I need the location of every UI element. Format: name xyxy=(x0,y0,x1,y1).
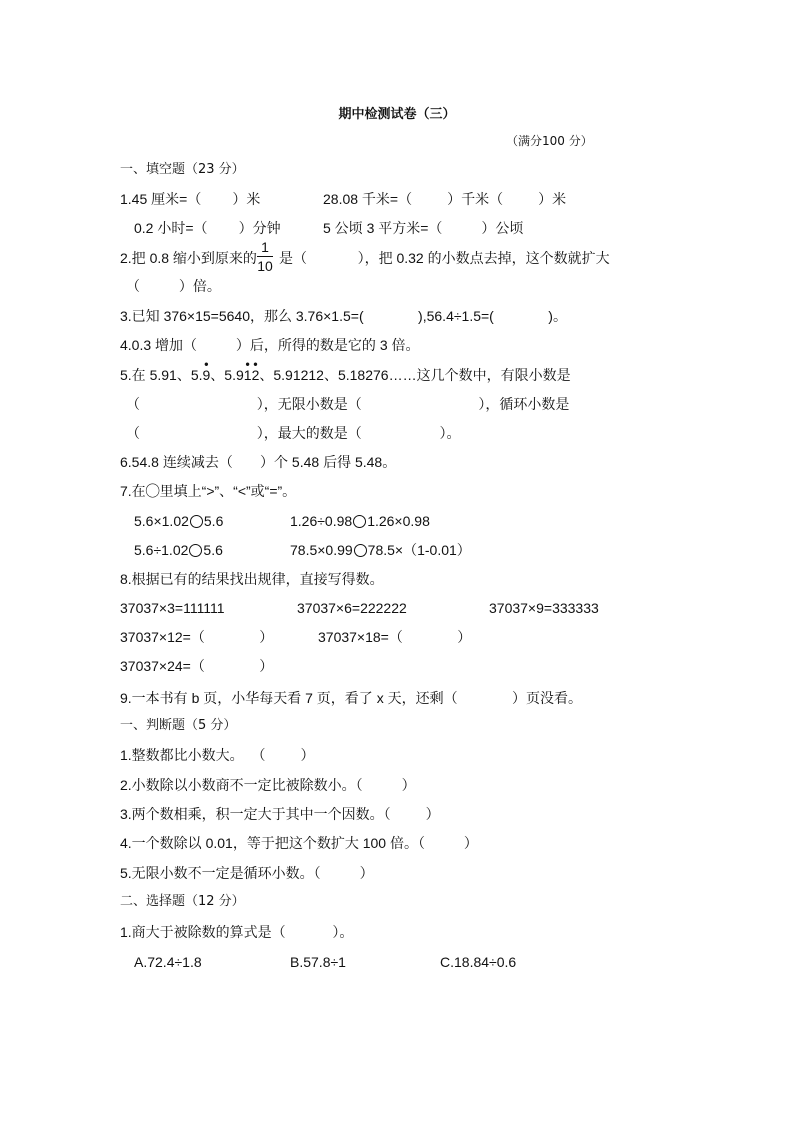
compare-left: 5.6÷1.02 xyxy=(134,542,189,558)
compare-left: 5.6×1.02 xyxy=(134,513,189,529)
compare-circle-icon[interactable] xyxy=(189,544,202,557)
choice-option-b: B.57.8÷1 xyxy=(290,954,346,970)
fraction-one-tenth xyxy=(257,239,273,274)
judge-5: 5.无限小数不一定是循环小数。（ ） xyxy=(120,865,374,881)
judge-4: 4.一个数除以 0.01，等于把这个数扩大 100 倍。（ ） xyxy=(120,835,478,851)
question-7: 7.在◯里填上“>”、“<”或“=”。 xyxy=(120,483,297,499)
full-score-note: （满分100 分） xyxy=(506,134,593,148)
question-2-part2: 是（ ），把 0.32 的小数点去掉，这个数就扩大 xyxy=(279,250,610,266)
repeating-digit-9 xyxy=(202,357,211,384)
repeat-dot-icon: • xyxy=(204,357,209,371)
section-heading-choice: 二、选择题（12 分） xyxy=(120,894,245,909)
compare-left: 78.5×0.99 xyxy=(290,542,353,558)
compare-right: 5.6 xyxy=(203,513,224,529)
judge-3: 3.两个数相乘，积一定大于其中一个因数。（ ） xyxy=(120,806,440,822)
question-2-part1: 2.把 0.8 缩小到原来的 xyxy=(120,250,257,266)
section-heading-fill-blank: 一、填空题（23 分） xyxy=(120,162,245,177)
question-5-prefix: 5.在 5.91、5. xyxy=(120,367,203,383)
pattern-8e: 37037×18=（ ） xyxy=(318,629,472,645)
question-1b: 28.08 千米=（ ）千米（ ）米 xyxy=(323,191,567,207)
judge-2: 2.小数除以小数商不一定比被除数小。（ ） xyxy=(120,777,416,793)
choice-1: 1.商大于被除数的算式是（ ）。 xyxy=(120,924,354,940)
question-6: 6.54.8 连续减去（ ）个 5.48 后得 5.48。 xyxy=(120,454,397,470)
choice-option-c: C.18.84÷0.6 xyxy=(440,954,517,970)
question-3: 3.已知 376×15=5640，那么 3.76×1.5=( ),56.4÷1.5=( )。 xyxy=(120,308,567,324)
compare-circle-icon[interactable] xyxy=(190,515,203,528)
compare-right: 5.6 xyxy=(203,542,223,558)
question-4: 4.0.3 增加（ ）后，所得的数是它的 3 倍。 xyxy=(120,337,420,353)
repeat-dot-icon: • xyxy=(253,357,258,371)
question-5-middle: 、5.9 xyxy=(210,367,244,383)
pattern-8a: 37037×3=111111 xyxy=(120,600,225,616)
fraction-bar xyxy=(257,256,273,257)
section-heading-true-false: 一、判断题（5 分） xyxy=(120,718,237,733)
pattern-8c: 37037×9=333333 xyxy=(489,600,599,616)
compare-7d xyxy=(290,541,471,559)
repeating-digit-1 xyxy=(243,357,252,384)
compare-circle-icon[interactable] xyxy=(353,515,366,528)
question-8: 8.根据已有的结果找出规律，直接写得数。 xyxy=(120,571,384,587)
compare-circle-icon[interactable] xyxy=(354,544,367,557)
repeating-digit-value: 2 xyxy=(251,367,260,383)
pattern-8b: 37037×6=222222 xyxy=(297,600,407,616)
repeating-digit-value: 1 xyxy=(243,367,252,383)
fraction-numerator: 1 xyxy=(261,239,269,255)
repeating-digit-2 xyxy=(251,357,260,384)
choice-option-a: A.72.4÷1.8 xyxy=(134,954,202,970)
question-5-suffix: 、5.91212、5.18276……这几个数中，有限小数是 xyxy=(259,367,571,383)
question-5-line1 xyxy=(120,357,571,384)
fraction-denominator: 10 xyxy=(257,258,273,274)
question-9: 9.一本书有 b 页，小华每天看 7 页，看了 x 天，还剩（ ）页没看。 xyxy=(120,690,583,706)
page-title: 期中检测试卷（三） xyxy=(338,107,456,122)
compare-left: 1.26÷0.98 xyxy=(290,513,353,529)
question-2-part3: （ ）倍。 xyxy=(126,278,221,294)
judge-1: 1.整数都比小数大。 （ ） xyxy=(120,747,315,763)
question-1c: 0.2 小时=（ ）分钟 xyxy=(134,220,281,236)
compare-7b xyxy=(290,512,430,530)
repeating-digit-value: 9 xyxy=(202,367,211,383)
compare-7a xyxy=(134,512,223,530)
question-1d: 5 公顷 3 平方米=（ ）公顷 xyxy=(323,220,524,236)
compare-7c xyxy=(134,541,223,559)
question-5-line2: （ ），无限小数是（ ），循环小数是 xyxy=(126,396,570,412)
pattern-8f: 37037×24=（ ） xyxy=(120,658,274,674)
question-5-line3: （ ），最大的数是（ ）。 xyxy=(126,425,461,441)
compare-right: 78.5×（1-0.01） xyxy=(367,542,471,558)
compare-right: 1.26×0.98 xyxy=(367,513,430,529)
repeat-dot-icon: • xyxy=(245,357,250,371)
pattern-8d: 37037×12=（ ） xyxy=(120,629,274,645)
question-1a: 1.45 厘米=（ ）米 xyxy=(120,191,261,207)
